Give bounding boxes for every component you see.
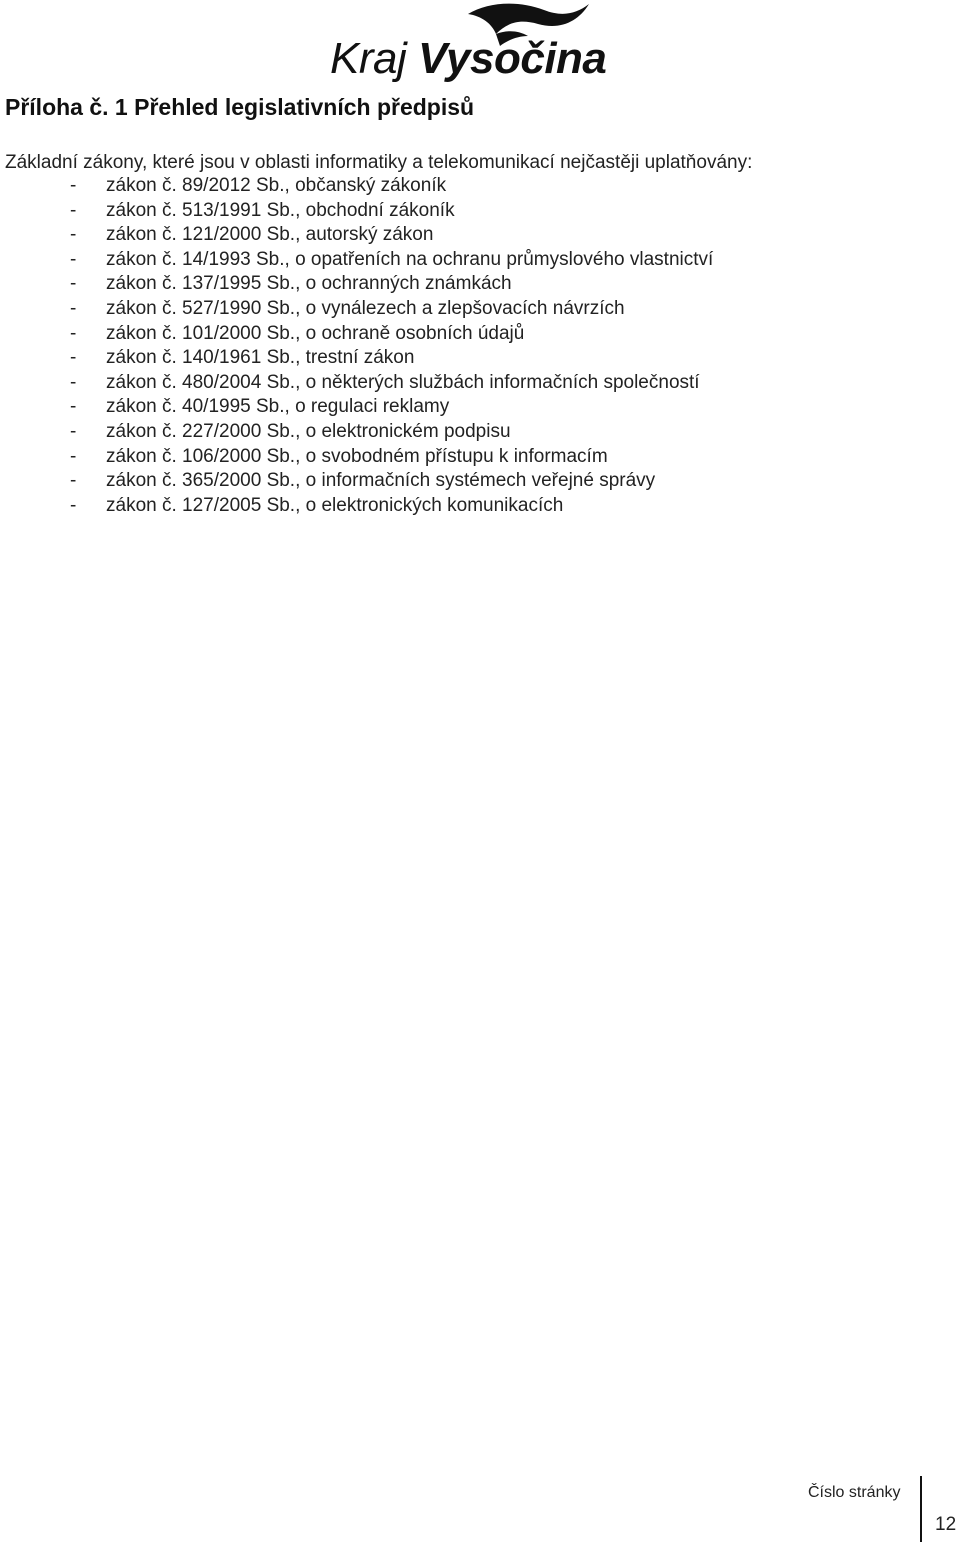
list-bullet: -	[70, 199, 77, 221]
list-bullet: -	[70, 470, 77, 492]
logo-wordmark	[330, 34, 606, 84]
law-entry: zákon č. 89/2012 Sb., občanský zákoník	[106, 175, 447, 196]
list-bullet: -	[70, 175, 77, 196]
law-entry: zákon č. 14/1993 Sb., o opatřeních na ochranu průmyslového vlastnictví	[106, 248, 714, 270]
law-entry: zákon č. 40/1995 Sb., o regulaci reklamy	[106, 396, 450, 418]
law-entry: zákon č. 121/2000 Sb., autorský zákon	[106, 224, 434, 246]
page-title: Příloha č. 1 Přehled legislativních předpisů	[5, 94, 475, 120]
logo-word-kraj: Kraj	[330, 34, 407, 83]
law-entry: zákon č. 137/1995 Sb., o ochranných známkách	[106, 273, 512, 295]
list-bullet: -	[70, 297, 77, 319]
law-entry: zákon č. 140/1961 Sb., trestní zákon	[106, 347, 415, 369]
footer-divider	[920, 1476, 922, 1542]
law-entry: zákon č. 227/2000 Sb., o elektronickém podpisu	[106, 420, 511, 442]
list-bullet: -	[70, 420, 77, 442]
page-number-label: Číslo stránky	[808, 1484, 901, 1501]
law-entry: zákon č. 480/2004 Sb., o některých službách informačních společností	[106, 371, 700, 393]
list-bullet: -	[70, 396, 77, 418]
list-bullet: -	[70, 224, 77, 246]
list-bullet: -	[70, 494, 77, 516]
law-entry: zákon č. 365/2000 Sb., o informačních systémech veřejné správy	[106, 470, 656, 492]
intro-paragraph: Základní zákony, které jsou v oblasti informatiky a telekomunikací nejčastěji uplatňovány:	[5, 152, 753, 173]
law-entry: zákon č. 513/1991 Sb., obchodní zákoník	[106, 199, 455, 221]
list-bullet: -	[70, 273, 77, 295]
list-bullet: -	[70, 445, 77, 467]
page-number: 12	[935, 1514, 957, 1535]
law-entry: zákon č. 527/1990 Sb., o vynálezech a zlepšovacích návrzích	[106, 297, 625, 319]
kraj-vysocina-logo	[326, 0, 607, 92]
logo-word-vysocina: Vysočina	[417, 34, 607, 83]
law-entry: zákon č. 101/2000 Sb., o ochraně osobních údajů	[106, 322, 525, 344]
law-entry: zákon č. 106/2000 Sb., o svobodném přístupu k informacím	[106, 445, 608, 467]
law-entry: zákon č. 127/2005 Sb., o elektronických komunikacích	[106, 494, 564, 516]
list-bullet: -	[70, 322, 77, 344]
list-bullet: -	[70, 248, 77, 270]
list-bullet: -	[70, 371, 77, 393]
list-bullet: -	[70, 347, 77, 369]
